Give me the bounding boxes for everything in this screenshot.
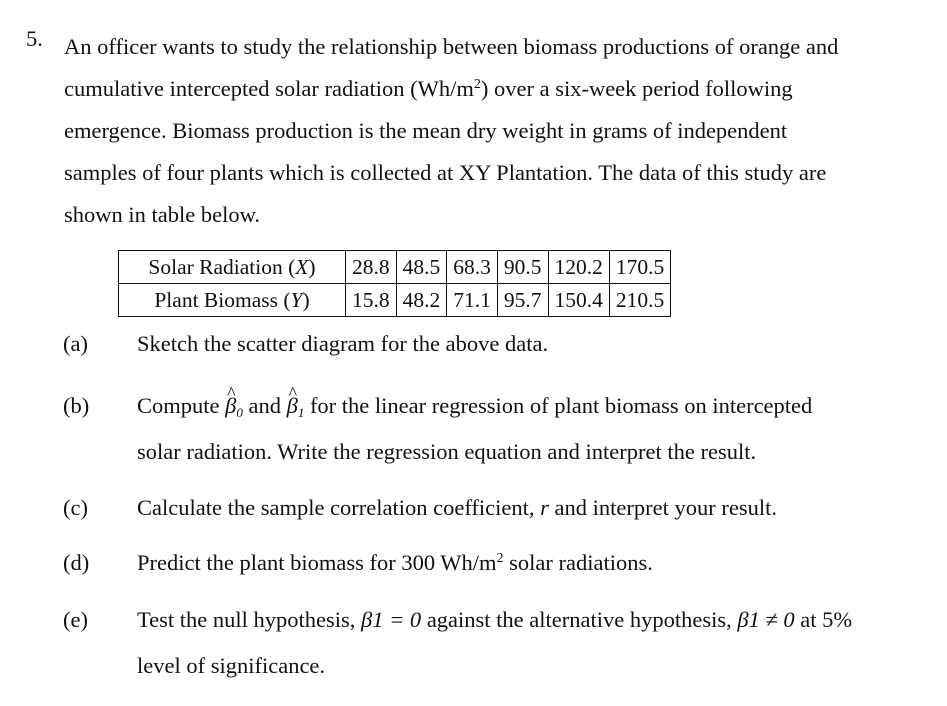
part-a-text: Sketch the scatter diagram for the above data. [137, 331, 549, 356]
intro-line-5: shown in table below. [64, 202, 261, 227]
table-cell: 48.2 [396, 284, 447, 317]
table-cell: 68.3 [447, 251, 498, 284]
beta-hat-1: ^ $\beta_1$ [287, 383, 305, 429]
table-cell: 120.2 [548, 251, 609, 284]
alt-hypothesis: β1 ≠ 0 [737, 607, 795, 632]
row-label-plant-biomass: Plant Biomass (Y) [119, 284, 346, 317]
intro-line-4: samples of four plants which is collected at XY Plantation. The data of this study are [64, 160, 827, 185]
table-cell: 71.1 [447, 284, 498, 317]
part-e-text: Test the null hypothesis, β1 = 0 against the alternative hypothesis, β1 ≠ 0 at 5% level of significance. [137, 607, 853, 678]
table-cell: 28.8 [346, 251, 397, 284]
part-c-label: (c) [63, 495, 88, 520]
row-label-solar-radiation: Solar Radiation (X) [119, 251, 346, 284]
intro-line-1: An officer wants to study the relationship between biomass productions of orange and [64, 34, 839, 59]
table-cell: 150.4 [548, 284, 609, 317]
null-hypothesis: β1 = 0 [361, 607, 422, 632]
question-intro [64, 26, 912, 236]
table-row-solar-radiation [119, 251, 671, 284]
table-cell: 90.5 [497, 251, 548, 284]
table-cell: 48.5 [396, 251, 447, 284]
table-cell: 170.5 [609, 251, 670, 284]
table-cell: 15.8 [346, 284, 397, 317]
intro-line-3: emergence. Biomass production is the mean dry weight in grams of independent [64, 118, 788, 143]
table-cell: 95.7 [497, 284, 548, 317]
question-number: 5. [26, 26, 43, 51]
part-b-text: Compute ^ $\beta_0$ and ^ $\beta_1$ for the linear regression of plant biomass on intercepted solar radiation. Write the regression equation and interpret the result. [137, 383, 912, 475]
part-e-line2: level of significance. [137, 653, 326, 678]
part-e-label: (e) [63, 607, 88, 632]
part-b-line2: solar radiation. Write the regression equation and interpret the result. [137, 439, 757, 464]
table-row-plant-biomass [119, 284, 671, 317]
part-a-label: (a) [63, 331, 88, 356]
data-table [118, 250, 671, 317]
part-d-text: Predict the plant biomass for 300 $Wh/m^2$ solar radiations. [137, 550, 653, 575]
part-d-label: (d) [63, 550, 90, 575]
beta-hat-0: ^ $\beta_0$ [225, 383, 243, 429]
table-cell: 210.5 [609, 284, 670, 317]
part-b-label: (b) [63, 393, 90, 418]
intro-line-2: cumulative intercepted solar radiation $(Wh/m^2)$ over a six-week period following [64, 76, 793, 101]
part-c-text: Calculate the sample correlation coefficient, r and interpret your result. [137, 495, 777, 520]
